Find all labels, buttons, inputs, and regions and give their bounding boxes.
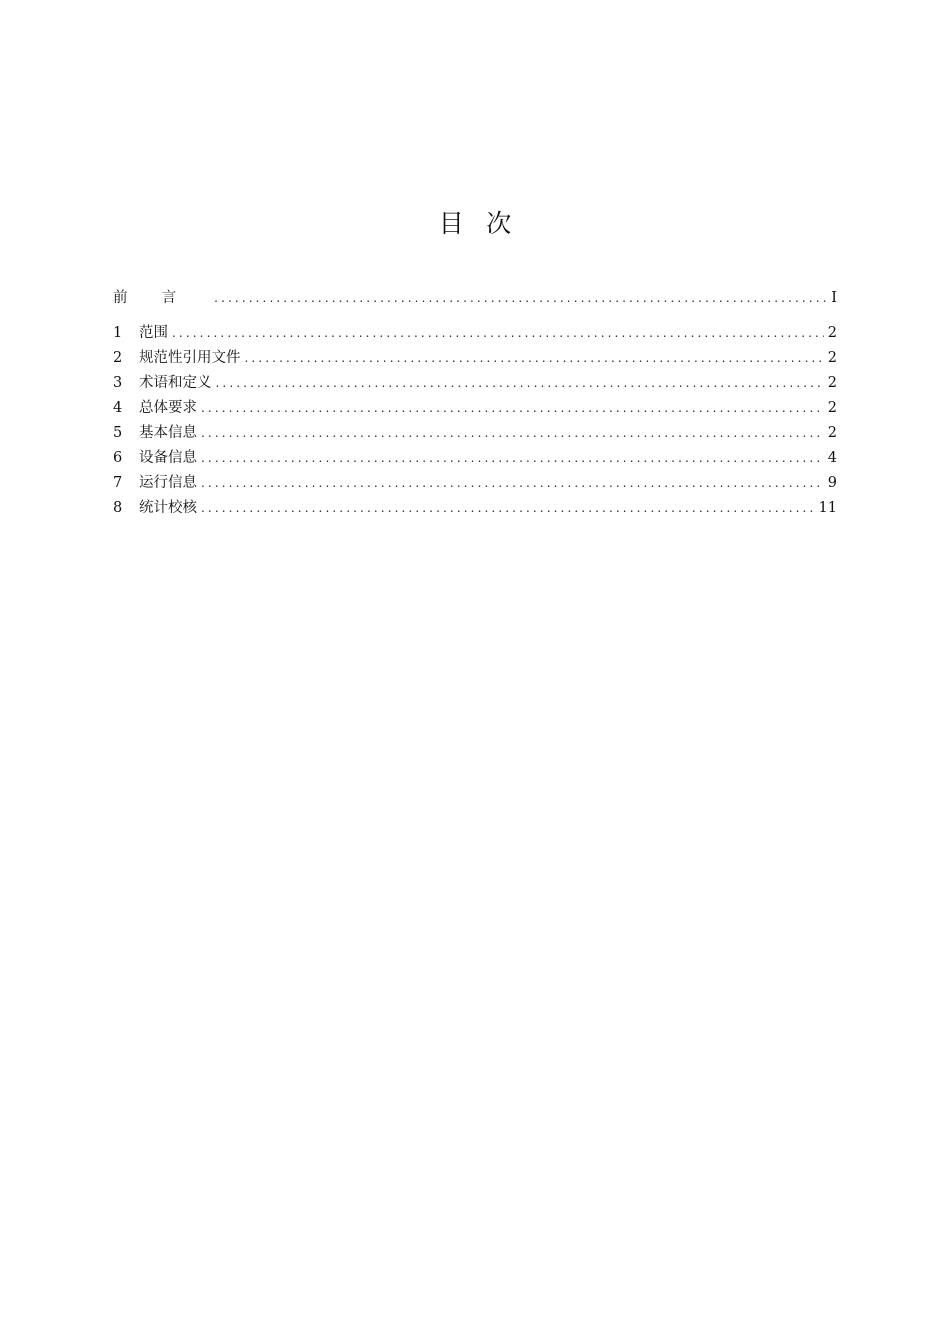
toc-entry-number: 5: [113, 425, 123, 441]
toc-entry-label: 设备信息: [139, 450, 197, 466]
toc-entry-7[interactable]: [113, 471, 837, 496]
toc-entry-1[interactable]: [113, 321, 837, 346]
toc-leader-dots: [172, 321, 824, 346]
toc-entry-label: 运行信息: [139, 475, 197, 491]
toc-entry-page: I: [831, 290, 837, 306]
toc-entry-page: 4: [827, 450, 837, 466]
toc-list: [113, 286, 837, 521]
toc-entry-label: 范围: [139, 325, 168, 341]
toc-leader-dots: [201, 421, 824, 446]
toc-leader-dots: [216, 371, 824, 396]
toc-entry-foreword[interactable]: [113, 286, 837, 316]
toc-leader-dots: [201, 396, 824, 421]
toc-entry-4[interactable]: [113, 396, 837, 421]
toc-entry-number: 4: [113, 400, 123, 416]
toc-entry-label: 基本信息: [139, 425, 197, 441]
toc-leader-dots: [201, 471, 824, 496]
toc-entry-number: 3: [113, 375, 123, 391]
toc-entry-number: 1: [113, 325, 123, 341]
toc-entry-8[interactable]: [113, 496, 837, 521]
toc-entry-page: 9: [827, 475, 837, 491]
toc-entry-label: 前言: [113, 290, 211, 306]
toc-title: 目次: [438, 209, 534, 238]
toc-entry-number: 7: [113, 475, 123, 491]
toc-entry-3[interactable]: [113, 371, 837, 396]
toc-leader-dots: [201, 496, 815, 521]
toc-entry-number: 2: [113, 350, 123, 366]
toc-entry-2[interactable]: [113, 346, 837, 371]
toc-entry-6[interactable]: [113, 446, 837, 471]
toc-entry-number: 8: [113, 500, 123, 516]
toc-entry-page: 2: [827, 400, 837, 416]
toc-entry-page: 2: [827, 350, 837, 366]
toc-entry-label: 规范性引用文件: [139, 350, 241, 366]
toc-entry-number: 6: [113, 450, 123, 466]
toc-entry-label: 术语和定义: [139, 375, 212, 391]
toc-entry-page: 2: [827, 325, 837, 341]
toc-entry-page: 11: [818, 500, 837, 516]
toc-entry-label: 总体要求: [139, 400, 197, 416]
toc-leader-dots: [245, 346, 824, 371]
toc-entry-label: 统计校核: [139, 500, 197, 516]
toc-entry-5[interactable]: [113, 421, 837, 446]
toc-entry-page: 2: [827, 375, 837, 391]
toc-leader-dots: [201, 446, 824, 471]
toc-leader-dots: [214, 286, 827, 311]
toc-entry-page: 2: [827, 425, 837, 441]
